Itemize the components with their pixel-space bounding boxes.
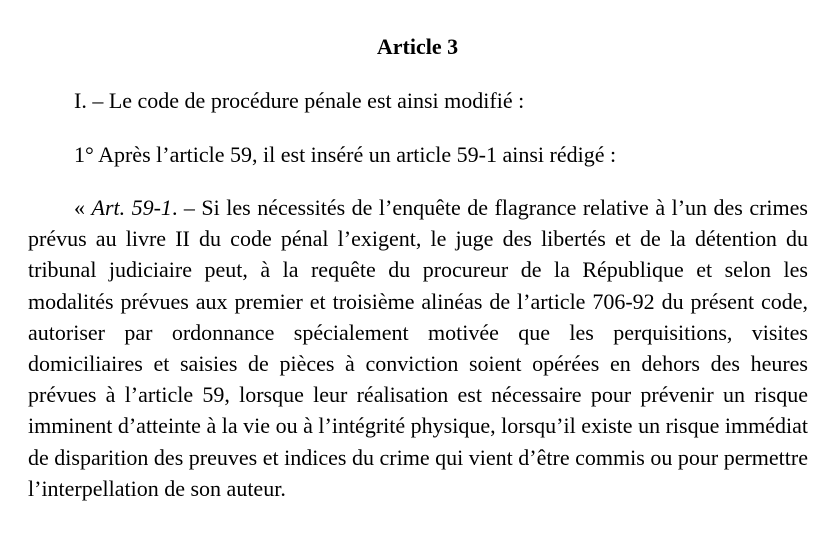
paragraph-modification: I. – Le code de procédure pénale est ainsi modifié : (74, 88, 525, 113)
paragraph-insertion: 1° Après l’article 59, il est inséré un article 59-1 ainsi rédigé : (74, 142, 617, 167)
article-body: . – Si les nécessités de l’enquête de flagrance relative à l’un des crimes prévus au livre II du code pénal l’exigent, le juge des libertés et de la détention du tribunal judiciaire peut, à la requête du procureur de la République et selon les modalités prévues aux premier et troisième alinéas de l’article 706-92 du présent code, autoriser par ordonnance spécialement motivée que les perquisitions, visites domiciliaires et saisies de pièces à conviction soient opérées en dehors des heures prévues à l’article 59, lorsque leur réalisation est nécessaire pour prévenir un risque imminent d’atteinte à la vie ou à l’intégrité physique, lorsqu’il existe un risque immédiat de disparition des preuves et indices du crime qui vient d’être commis ou pour permettre l’interpellation de son auteur. (28, 195, 808, 501)
article-title: Article 3 (376, 34, 459, 59)
article-reference: Art. 59-1 (91, 195, 172, 220)
paragraph-article-59-1 (28, 192, 808, 504)
opening-quote: « (74, 195, 92, 220)
